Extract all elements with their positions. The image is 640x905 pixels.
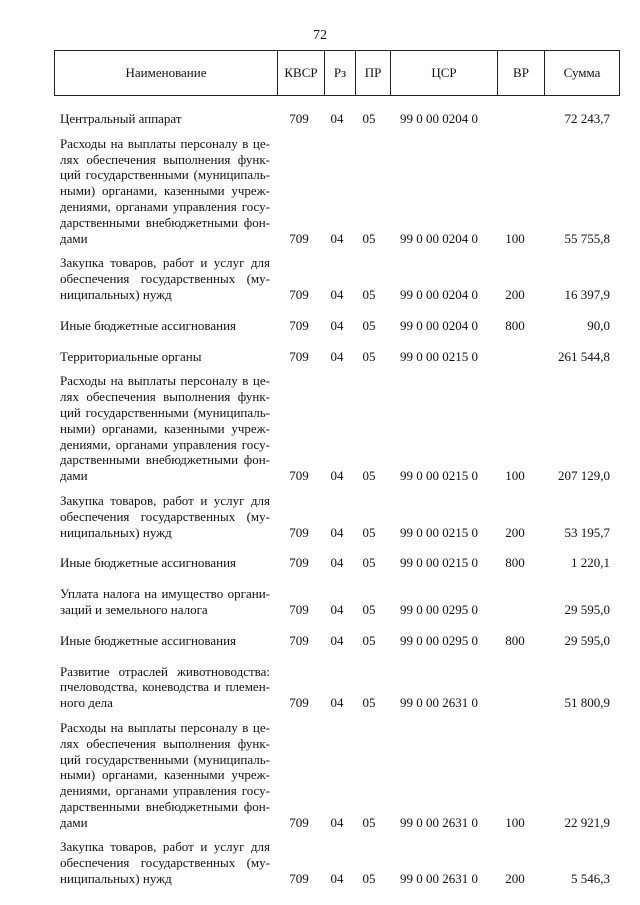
row-kvsr: 709 bbox=[289, 286, 309, 302]
table-row bbox=[54, 711, 612, 831]
row-name: Центральный аппарат bbox=[60, 111, 182, 126]
row-rz: 04 bbox=[330, 814, 344, 830]
row-name: Расходы на выплаты персоналу в целях обеспечения выполнения функций государственными (муниципальными) органами, казенными учреждениями, органами управления государственными внебюджетными фондами bbox=[60, 373, 270, 484]
row-csr: 99 0 00 0204 0 bbox=[400, 286, 478, 302]
row-rz: 04 bbox=[330, 230, 344, 246]
column-header-rz: Рз bbox=[325, 51, 356, 96]
table-row bbox=[54, 102, 612, 127]
table-row bbox=[54, 618, 612, 649]
row-vr: 800 bbox=[505, 632, 525, 648]
table-row bbox=[54, 246, 612, 302]
row-csr: 99 0 00 0295 0 bbox=[400, 601, 478, 617]
row-pr: 05 bbox=[362, 348, 376, 364]
table-row bbox=[54, 830, 612, 886]
row-sum: 90,0 bbox=[587, 317, 610, 333]
row-sum: 207 129,0 bbox=[558, 468, 610, 484]
table-row bbox=[54, 571, 612, 618]
row-pr: 05 bbox=[362, 230, 376, 246]
row-pr: 05 bbox=[362, 814, 376, 830]
row-pr: 05 bbox=[362, 632, 376, 648]
table-row bbox=[54, 303, 612, 334]
row-sum: 22 921,9 bbox=[564, 814, 610, 830]
row-sum: 53 195,7 bbox=[564, 524, 610, 540]
row-kvsr: 709 bbox=[289, 555, 309, 571]
column-header-pr: ПР bbox=[356, 51, 391, 96]
row-vr: 100 bbox=[505, 468, 525, 484]
row-vr: 100 bbox=[505, 230, 525, 246]
row-csr: 99 0 00 0204 0 bbox=[400, 111, 478, 126]
row-csr: 99 0 00 0215 0 bbox=[400, 524, 478, 540]
row-pr: 05 bbox=[362, 111, 376, 126]
row-name: Закупка товаров, работ и услуг для обеспечения государственных (муниципальных) нужд bbox=[60, 492, 270, 540]
row-sum: 5 546,3 bbox=[571, 871, 610, 887]
row-sum: 72 243,7 bbox=[564, 111, 610, 126]
row-pr: 05 bbox=[362, 871, 376, 887]
row-rz: 04 bbox=[330, 871, 344, 887]
row-kvsr: 709 bbox=[289, 468, 309, 484]
row-rz: 04 bbox=[330, 286, 344, 302]
row-name: Развитие отраслей животноводства: пчеловодства, коневодства и племенного дела bbox=[60, 663, 270, 711]
row-sum: 16 397,9 bbox=[564, 286, 610, 302]
row-vr: 200 bbox=[505, 871, 525, 887]
row-pr: 05 bbox=[362, 601, 376, 617]
row-sum: 261 544,8 bbox=[558, 348, 610, 364]
row-name: Расходы на выплаты персоналу в целях обеспечения выполнения функций государственными (муниципальными) органами, казенными учреждениями, органами управления государственными внебюджетными фондами bbox=[60, 135, 270, 246]
row-kvsr: 709 bbox=[289, 601, 309, 617]
row-vr: 200 bbox=[505, 286, 525, 302]
row-rz: 04 bbox=[330, 524, 344, 540]
row-name: Закупка товаров, работ и услуг для обеспечения государственных (муниципальных) нужд bbox=[60, 255, 270, 302]
row-kvsr: 709 bbox=[289, 871, 309, 887]
row-sum: 51 800,9 bbox=[564, 695, 610, 711]
row-vr: 100 bbox=[505, 814, 525, 830]
row-csr: 99 0 00 2631 0 bbox=[400, 814, 478, 830]
row-sum: 1 220,1 bbox=[571, 555, 610, 571]
row-rz: 04 bbox=[330, 695, 344, 711]
column-header-name: Наименование bbox=[55, 51, 278, 96]
table-body bbox=[54, 102, 612, 887]
row-pr: 05 bbox=[362, 695, 376, 711]
row-rz: 04 bbox=[330, 468, 344, 484]
row-kvsr: 709 bbox=[289, 348, 309, 364]
row-kvsr: 709 bbox=[289, 230, 309, 246]
column-header-kvsr: КВСР bbox=[278, 51, 325, 96]
row-pr: 05 bbox=[362, 468, 376, 484]
row-rz: 04 bbox=[330, 111, 344, 126]
row-kvsr: 709 bbox=[289, 814, 309, 830]
row-sum: 55 755,8 bbox=[564, 230, 610, 246]
row-vr: 200 bbox=[505, 524, 525, 540]
row-rz: 04 bbox=[330, 348, 344, 364]
row-pr: 05 bbox=[362, 524, 376, 540]
table-header bbox=[54, 50, 620, 96]
row-rz: 04 bbox=[330, 555, 344, 571]
row-csr: 99 0 00 0204 0 bbox=[400, 317, 478, 333]
table-row bbox=[54, 649, 612, 711]
row-sum: 29 595,0 bbox=[564, 601, 610, 617]
row-pr: 05 bbox=[362, 286, 376, 302]
column-header-sum: Сумма bbox=[545, 51, 620, 96]
row-name: Расходы на выплаты персоналу в целях обеспечения выполнения функций государственными (муниципальными) органами, казенными учреждениями, органами управления государственными внебюджетными фондами bbox=[60, 719, 270, 830]
table-row bbox=[54, 127, 612, 247]
column-header-vr: ВР bbox=[498, 51, 545, 96]
row-rz: 04 bbox=[330, 601, 344, 617]
row-csr: 99 0 00 0204 0 bbox=[400, 230, 478, 246]
row-vr: 800 bbox=[505, 555, 525, 571]
row-name: Территориальные органы bbox=[60, 348, 202, 364]
row-pr: 05 bbox=[362, 317, 376, 333]
row-name: Иные бюджетные ассигнования bbox=[60, 555, 237, 571]
row-name: Иные бюджетные ассигнования bbox=[60, 632, 237, 648]
table-row bbox=[54, 540, 612, 571]
header-row bbox=[55, 51, 620, 96]
row-kvsr: 709 bbox=[289, 111, 309, 126]
row-csr: 99 0 00 2631 0 bbox=[400, 695, 478, 711]
row-kvsr: 709 bbox=[289, 632, 309, 648]
row-csr: 99 0 00 0215 0 bbox=[400, 348, 478, 364]
table-row bbox=[54, 484, 612, 540]
row-kvsr: 709 bbox=[289, 695, 309, 711]
row-csr: 99 0 00 0295 0 bbox=[400, 632, 478, 648]
table-row bbox=[54, 334, 612, 365]
row-vr: 800 bbox=[505, 317, 525, 333]
row-rz: 04 bbox=[330, 317, 344, 333]
row-name: Закупка товаров, работ и услуг для обеспечения государственных (муниципальных) нужд bbox=[60, 839, 270, 887]
row-rz: 04 bbox=[330, 632, 344, 648]
row-csr: 99 0 00 0215 0 bbox=[400, 555, 478, 571]
row-name: Иные бюджетные ассигнования bbox=[60, 317, 237, 333]
table-row bbox=[54, 364, 612, 484]
row-name: Уплата налога на имущество организаций и земельного налога bbox=[60, 586, 270, 617]
row-csr: 99 0 00 2631 0 bbox=[400, 871, 478, 887]
row-kvsr: 709 bbox=[289, 317, 309, 333]
column-header-csr: ЦСР bbox=[391, 51, 498, 96]
row-pr: 05 bbox=[362, 555, 376, 571]
row-csr: 99 0 00 0215 0 bbox=[400, 468, 478, 484]
row-sum: 29 595,0 bbox=[564, 632, 610, 648]
row-kvsr: 709 bbox=[289, 524, 309, 540]
page-number: 72 bbox=[313, 28, 327, 43]
